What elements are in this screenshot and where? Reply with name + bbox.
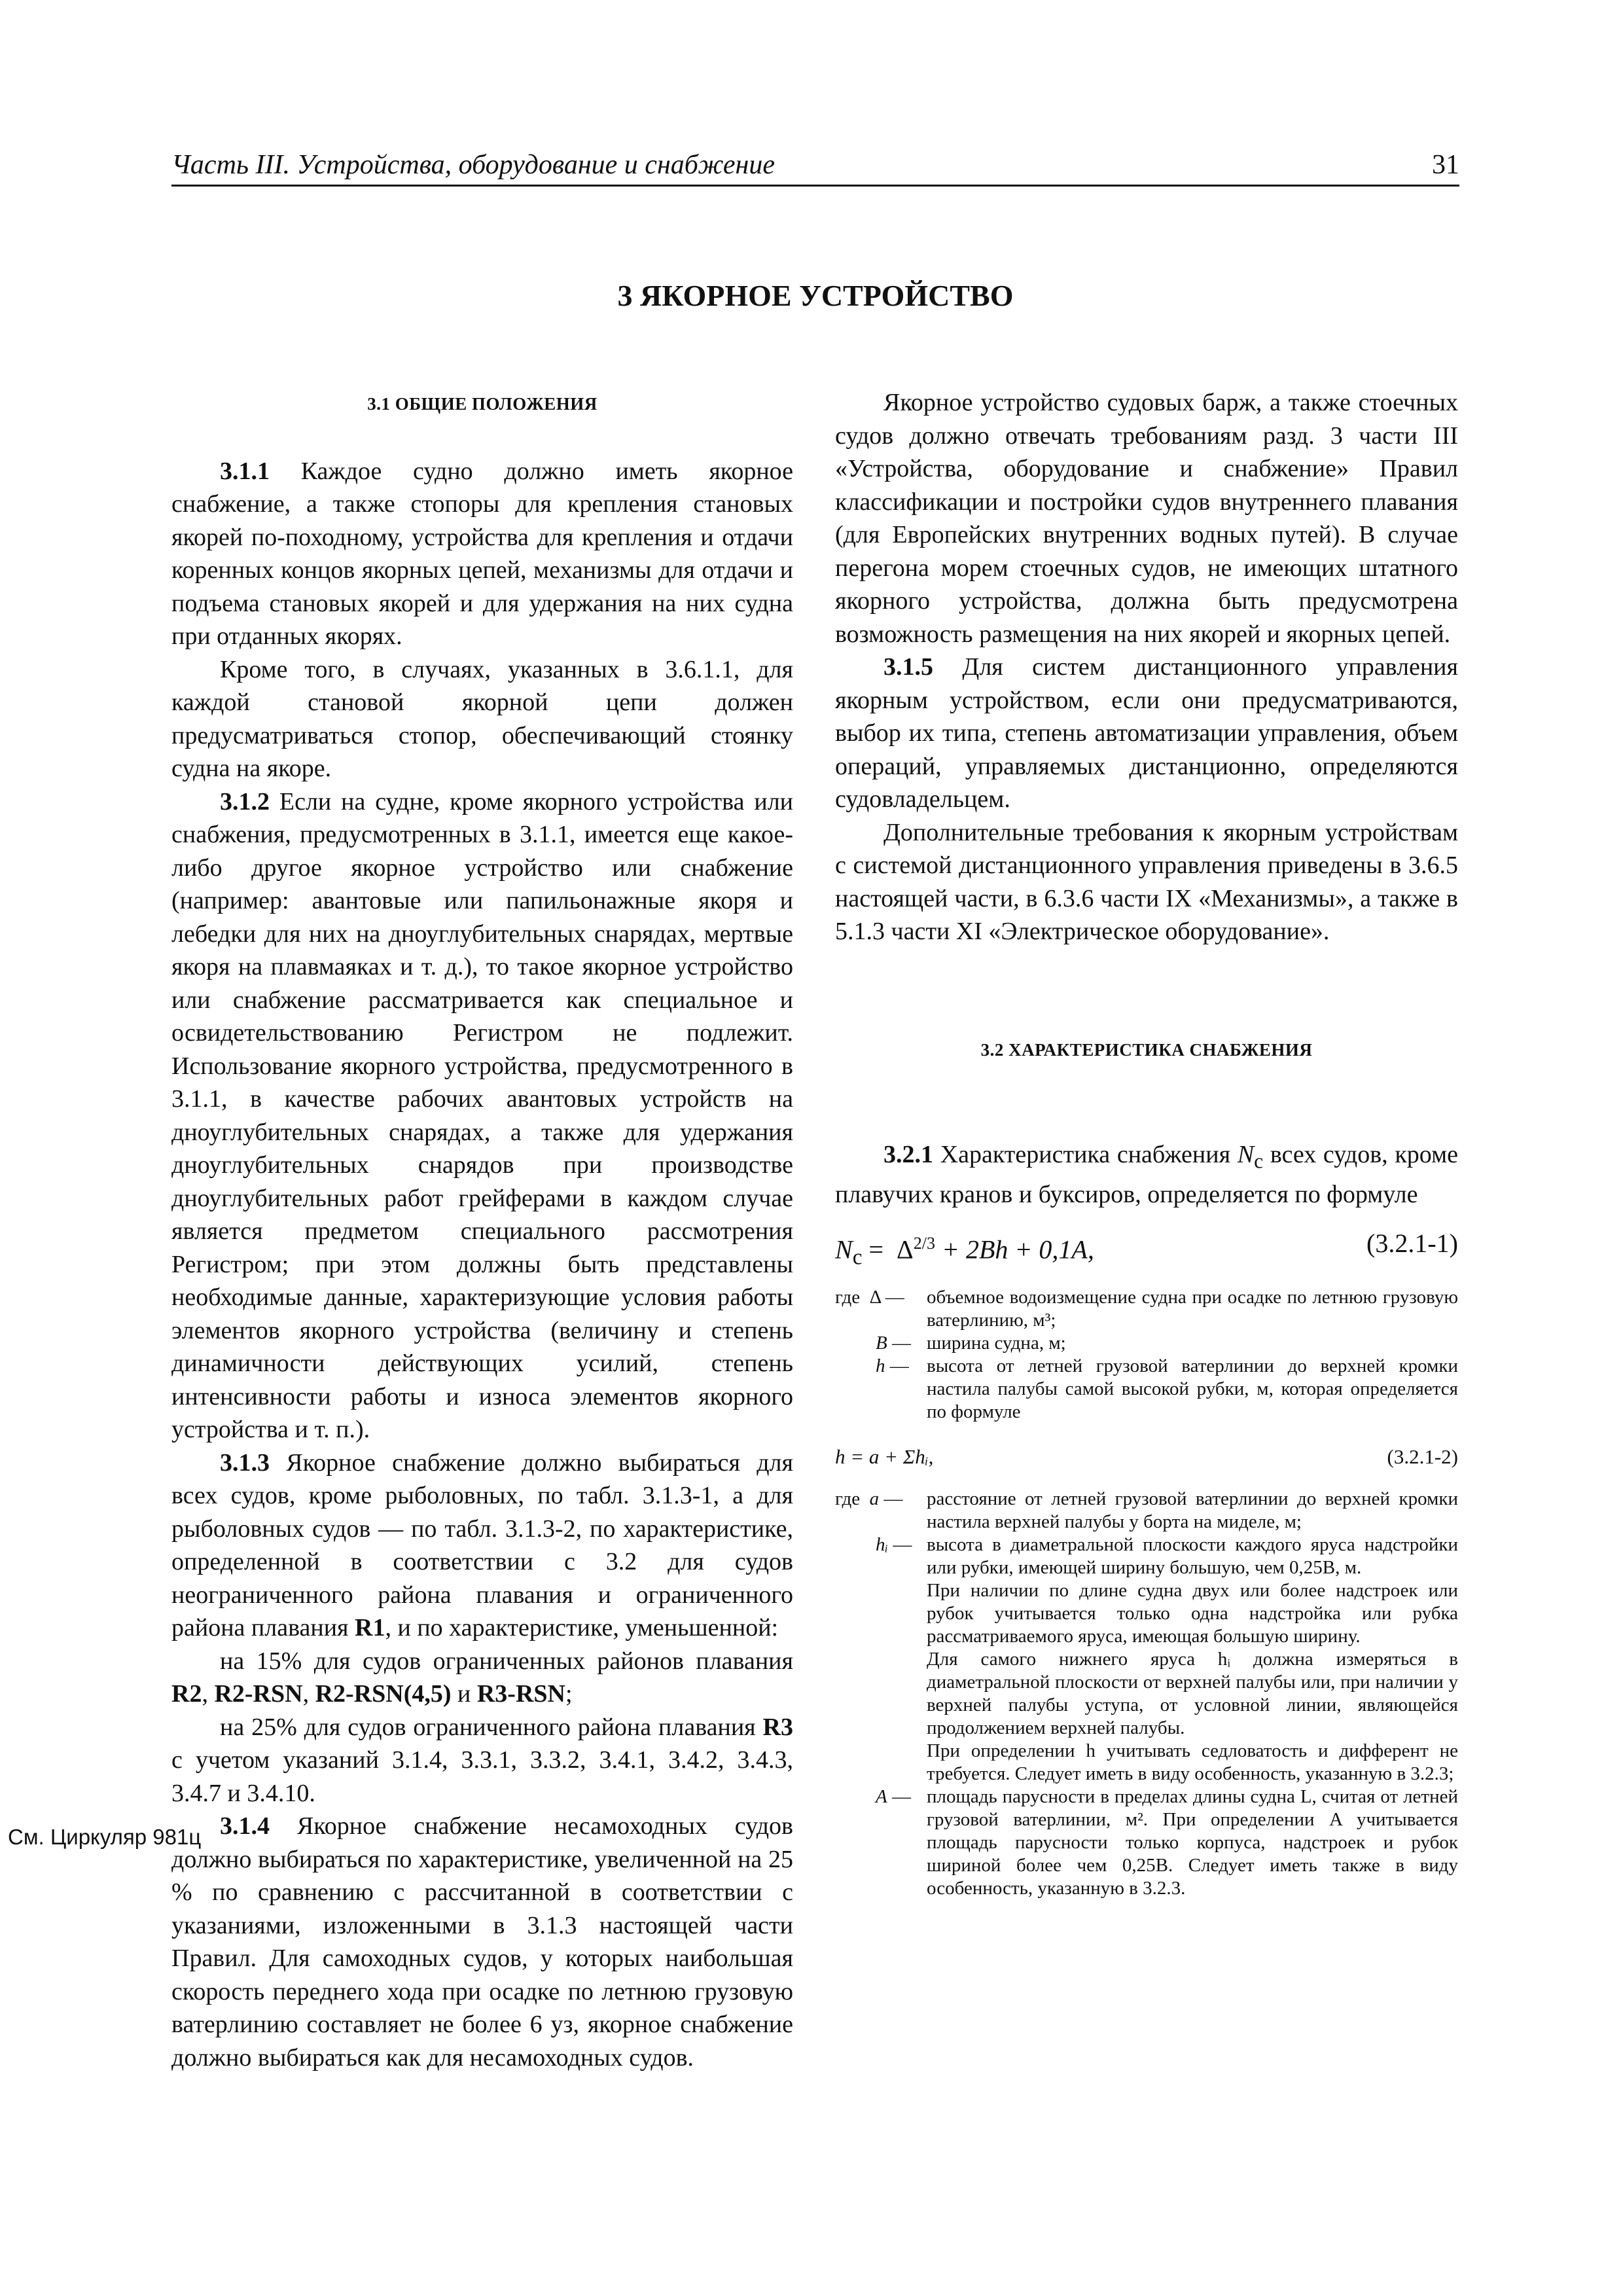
left-column [171, 386, 793, 2074]
paragraph-3-1-1-b: Кроме того, в случаях, указанных в 3.6.1.1, для каждой становой якорной цепи должен предусматриваться стопор, обеспечивающий стоянку судна на якоре. [171, 655, 793, 782]
formula-term: + 2Bh + 0,1A, [935, 1234, 1094, 1264]
definition-symbol: A [876, 1785, 887, 1807]
page-number: 31 [1432, 150, 1459, 180]
definition-area [835, 1785, 1458, 1900]
separator: , [202, 1680, 208, 1708]
region-code: R3-RSN [476, 1680, 565, 1708]
where-label: где [835, 1286, 861, 1308]
definition-text: высота от летней грузовой ватерлинии до верхней кромки настила палубы самой высокой рубки, м, которая определяется по формуле [927, 1355, 1458, 1422]
paragraph-text: Если на судне, кроме якорного устройства или снабжения, предусмотренных в 3.1.1, имеется еще какое-либо другое якорное устройство или снабжение (например: авантовые или папильонажные якоря и лебедки для них на дноуглубительных снарядах, мертвые якоря на плавмаяках и т. д.), то такое якорное устройство или снабжение рассматривается как специальное и освидетельствованию Регистром не подлежит. Использование якорного устройства, предусмотренного в 3.1.1, в качестве рабочих авантовых устройств на дноуглубительных снарядах, а также для удержания дноуглубительных снарядов при производстве дноуглубительных работ грейферами в каждом случае является предметом специального рассмотрения Регистром; при этом должны быть представлены необходимые данные, характеризующие условия работы элементов якорного устройства (величину и степень динамичности действующих усилий, степень интенсивности работы и износа элементов якорного устройства и т. п.). [171, 787, 793, 1443]
paragraph-3-2-1 [835, 1138, 1458, 1211]
definition-symbol: B [876, 1332, 887, 1354]
section-heading-3-1: 3.1 ОБЩИЕ ПОЛОЖЕНИЯ [367, 394, 597, 414]
region-code: R1 [355, 1614, 385, 1641]
definition-b [835, 1332, 1458, 1355]
paragraph-3-1-5-b: Дополнительные требования к якорным устройствам с системой дистанционного управления приведены в 3.6.5 настоящей части, в 6.3.6 части IX «Механизмы», а также в 5.1.3 части XI «Электрическое оборудование». [835, 818, 1458, 945]
dash: — [891, 1785, 911, 1807]
definition-lead [835, 1286, 921, 1309]
clause-number: 3.2.1 [883, 1141, 933, 1168]
definition-h [835, 1355, 1458, 1424]
formula-number: (3.2.1-2) [1387, 1444, 1458, 1468]
dash: — [883, 1488, 903, 1509]
paragraph-text: на 25% для судов ограниченного района плавания [220, 1713, 756, 1741]
definition-hi-note-1: При наличии по длине судна двух или более надстроек или рубок учитывается только одна надстройка или рубка рассматриваемого яруса, имеющая большую ширину. [927, 1579, 1458, 1647]
region-code: R3 [762, 1713, 793, 1741]
margin-note: См. Циркуляр 981ц [8, 1825, 202, 1849]
formula-subscript: c [852, 1244, 863, 1269]
clause-number: 3.1.2 [220, 787, 270, 816]
paragraph-3-1-3 [171, 1446, 793, 1645]
formula-symbol: N [835, 1234, 853, 1264]
clause-number: 3.1.3 [220, 1448, 270, 1477]
definition-lead [835, 1785, 962, 1808]
dash: — [893, 1534, 912, 1555]
clause-number: 3.1.5 [883, 653, 933, 681]
formula-3-2-1-1 [835, 1227, 1458, 1268]
paragraph-3-1-5 [835, 651, 1458, 816]
definition-symbol: a [869, 1488, 880, 1509]
paragraph-text: Якорное снабжение должно выбираться для всех судов, кроме рыболовных, по табл. 3.1.3-1, а для рыболовных судов — по табл. 3.1.3-2, по характеристике, определенной в соответствии с 3.2 для судов неограниченного района плавания и ограниченного района плавания [171, 1448, 793, 1641]
symbol-subscript: c [1254, 1149, 1264, 1173]
paragraph-text: Каждое судно должно иметь якорное снабжение, а также стопоры для крепления становых якорей по-походному, устройства для крепления и отдачи коренных концов якорных цепей, механизмы для отдачи и подъема становых якорей и для удержания на них судна при отданных якорях. [171, 457, 793, 650]
running-header [171, 145, 1459, 187]
paragraph-3-1-3-15 [171, 1645, 793, 1711]
part-title: Часть III. Устройства, оборудование и снабжение [171, 150, 775, 180]
separator: , [302, 1680, 310, 1708]
definition-lead [835, 1355, 962, 1378]
definition-text: ширина судна, м; [927, 1332, 1066, 1354]
paragraph-3-1-3-25 [171, 1711, 793, 1810]
paragraph-text: на 15% для судов ограниченных районов плавания [220, 1647, 793, 1675]
definition-hi [835, 1534, 1458, 1579]
definition-delta [835, 1286, 1458, 1332]
definition-text: высота в диаметральной плоскости каждого яруса надстройки или рубки, имеющей ширину большую, чем 0,25B, м. [927, 1534, 1458, 1578]
paragraph-text: Якорное снабжение несамоходных судов должно выбираться по характеристике, увеличенной на 25 % по сравнению с рассчитанной в соответствии с указаниями, изложенными в 3.1.3 настоящей части Правил. Для самоходных судов, у которых наибольшая скорость переднего хода при осадке по летнюю грузовую ватерлинию составляет не более 6 уз, якорное снабжение должно выбираться как для несамоходных судов. [171, 1812, 793, 2072]
formula-3-2-1-2 [835, 1441, 1458, 1469]
paragraph-barges: Якорное устройство судовых барж, а также стоечных судов должно отвечать требованиям разд. 3 части III «Устройства, оборудование и снабжение» Правил классификации и постройки судов внутреннего плавания (для Европейских внутренних водных путей). В случае перегона морем стоечных судов, не имеющих штатного якорного устройства, должна быть предусмотрена возможность размещения на них якорей и якорных цепей. [835, 389, 1458, 648]
paragraph-text: Характеристика снабжения [940, 1141, 1231, 1168]
definition-symbol: h [876, 1355, 885, 1376]
paragraph-3-1-1 [171, 455, 793, 653]
definition-symbol: Δ [869, 1286, 881, 1308]
section-heading-3-2: 3.2 ХАРАКТЕРИСТИКА СНАБЖЕНИЯ [980, 1039, 1313, 1060]
paragraph-text: Для систем дистанционного управления якорным устройством, если они предусматриваются, выбор их типа, степень автоматизации управления, объем операций, управляемых дистанционно, определяются судовладельцем. [835, 653, 1458, 813]
dash: — [889, 1355, 909, 1376]
region-code: R2-RSN(4,5) [315, 1680, 452, 1708]
definition-symbol: hᵢ [876, 1534, 889, 1555]
where-label: где [835, 1488, 861, 1509]
right-column [835, 386, 1458, 1900]
conjunction: и [457, 1680, 471, 1708]
definition-text: расстояние от летней грузовой ватерлинии до верхней кромки настила верхней палубы у борта на миделе, м; [927, 1488, 1458, 1532]
clause-number: 3.1.4 [220, 1812, 270, 1840]
definitions-block-2 [835, 1488, 1458, 1900]
paragraph-3-1-2 [171, 785, 793, 1446]
paragraph-text: , и по характеристике, уменьшенной: [385, 1614, 779, 1641]
clause-number: 3.1.1 [220, 457, 270, 485]
chapter-title: 3 ЯКОРНОЕ УСТРОЙСТВО [617, 279, 1014, 312]
formula-expression: h = a + Σhᵢ, [835, 1444, 934, 1468]
definitions-block-1 [835, 1286, 1458, 1424]
definition-hi-note-3: При определении h учитывать седловатость и дифферент не требуется. Следует иметь в виду особенность, указанную в 3.2.3; [927, 1740, 1458, 1784]
formula-expression [835, 1227, 1094, 1274]
definition-hi-note-2: Для самого нижнего яруса hᵢ должна измеряться в диаметральной плоскости от верхней палубы или, при наличии у верхней палубы уступа, от условной линии, являющейся продолжением верхней палубы. [927, 1648, 1458, 1738]
definition-lead [835, 1332, 962, 1355]
separator: ; [565, 1680, 573, 1708]
region-code: R2-RSN [214, 1680, 303, 1708]
formula-number: (3.2.1-1) [1366, 1228, 1458, 1258]
definition-a [835, 1488, 1458, 1534]
definition-text: объемное водоизмещение судна при осадке по летнюю грузовую ватерлинию, м³; [927, 1286, 1458, 1331]
paragraph-text: всех судов, кроме плавучих кранов и буксиров, определяется по формуле [835, 1141, 1458, 1209]
definition-lead [835, 1488, 921, 1511]
formula-exponent: 2/3 [913, 1233, 935, 1253]
symbol: N [1237, 1141, 1255, 1168]
definition-lead [835, 1534, 962, 1556]
definition-text: площадь парусности в пределах длины судна L, считая от летней грузовой ватерлинии, м². При определении A учитывается площадь парусности только корпуса, надстроек и рубок шириной более чем 0,25B. Следует иметь также в виду особенность, указанную в 3.2.3. [927, 1785, 1458, 1899]
formula-term: = Δ [862, 1234, 914, 1264]
region-code: R2 [171, 1680, 202, 1708]
paragraph-text: с учетом указаний 3.1.4, 3.3.1, 3.3.2, 3.4.1, 3.4.2, 3.4.3, 3.4.7 и 3.4.10. [171, 1746, 793, 1807]
dash: — [891, 1332, 911, 1354]
paragraph-3-1-4 [171, 1810, 793, 2074]
dash: — [885, 1286, 904, 1308]
